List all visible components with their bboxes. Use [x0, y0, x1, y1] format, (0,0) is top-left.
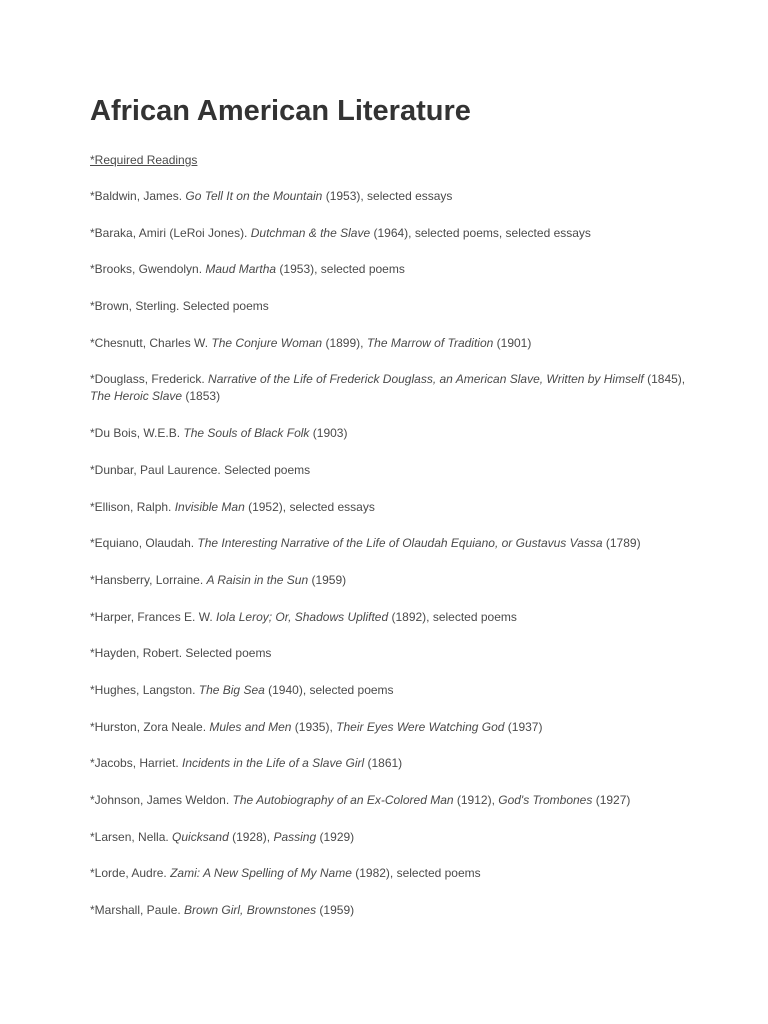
entry-text: (1789): [602, 536, 641, 551]
work-title: The Marrow of Tradition: [366, 335, 494, 350]
entry-text: *Ellison, Ralph.: [90, 499, 175, 514]
entry-text: (1929): [316, 829, 355, 844]
reading-list: [90, 188, 690, 919]
reading-list-item: [90, 535, 690, 552]
reading-list-item: [90, 188, 690, 205]
work-title: Maud Martha: [205, 262, 277, 277]
work-title: Mules and Men: [209, 719, 292, 734]
reading-list-item: [90, 462, 690, 479]
reading-list-item: [90, 865, 690, 882]
work-title: Go Tell It on the Mountain: [185, 189, 323, 203]
work-title: A Raisin in the Sun: [206, 572, 309, 587]
entry-text: *Baldwin, James.: [90, 189, 186, 203]
entry-text: *Dunbar, Paul Laurence. Selected poems: [90, 462, 311, 477]
entry-text: (1912),: [453, 793, 499, 807]
reading-list-item: [90, 682, 690, 699]
reading-list-item: [90, 829, 690, 846]
entry-text: (1953), selected poems: [276, 262, 405, 277]
work-title: Brown Girl, Brownstones: [184, 903, 317, 918]
reading-list-item: [90, 755, 690, 772]
entry-text: *Brown, Sterling. Selected poems: [90, 299, 269, 314]
entry-text: *Du Bois, W.E.B.: [90, 426, 184, 441]
entry-text: (1927): [592, 793, 631, 807]
work-title: The Souls of Black Folk: [183, 426, 310, 441]
entry-text: *Hansberry, Lorraine.: [90, 572, 207, 587]
reading-list-item: [90, 499, 690, 516]
required-readings-heading: *Required Readings: [90, 153, 198, 167]
work-title: God's Trombones: [498, 793, 593, 807]
reading-list-item: [90, 609, 690, 626]
entry-text: (1964), selected poems, selected essays: [370, 225, 591, 240]
reading-list-item: [90, 719, 690, 736]
entry-text: *Hughes, Langston.: [90, 682, 199, 697]
document-page: [90, 90, 690, 939]
work-title: Zami: A New Spelling of My Name: [170, 866, 352, 881]
work-title: Iola Leroy; Or, Shadows Uplifted: [216, 609, 389, 624]
reading-list-item: [90, 261, 690, 278]
work-title: Incidents in the Life of a Slave Girl: [182, 756, 365, 771]
reading-list-item: [90, 371, 690, 405]
reading-list-item: [90, 425, 690, 442]
entry-text: *Jacobs, Harriet.: [90, 756, 183, 771]
work-title: Their Eyes Were Watching God: [336, 719, 505, 734]
reading-list-item: [90, 298, 690, 315]
entry-text: *Chesnutt, Charles W.: [90, 335, 212, 350]
entry-text: *Baraka, Amiri (LeRoi Jones).: [90, 225, 251, 240]
work-title: The Big Sea: [198, 682, 265, 697]
entry-text: (1953), selected essays: [322, 189, 453, 203]
page-title: African American Literature: [90, 95, 471, 127]
reading-list-item: [90, 225, 690, 242]
entry-text: *Harper, Frances E. W.: [90, 609, 217, 624]
entry-text: (1845),: [643, 372, 686, 387]
work-title: Passing: [273, 829, 317, 844]
entry-text: (1937): [504, 719, 543, 734]
work-title: The Autobiography of an Ex-Colored Man: [232, 793, 454, 807]
entry-text: (1903): [309, 426, 348, 441]
reading-list-item: [90, 572, 690, 589]
reading-list-item: [90, 792, 690, 809]
entry-text: (1861): [364, 756, 403, 771]
reading-list-item: [90, 902, 690, 919]
entry-text: (1982), selected poems: [351, 866, 481, 881]
work-title: Dutchman & the Slave: [250, 225, 371, 240]
entry-text: (1928),: [228, 829, 274, 844]
entry-text: (1853): [182, 389, 221, 404]
entry-text: *Johnson, James Weldon.: [90, 793, 233, 807]
entry-text: *Larsen, Nella.: [90, 829, 173, 844]
entry-text: *Equiano, Olaudah.: [90, 536, 198, 551]
work-title: Narrative of the Life of Frederick Douglass, an American Slave, Written by Himself: [208, 372, 644, 387]
entry-text: (1940), selected poems: [264, 682, 394, 697]
work-title: The Heroic Slave: [90, 389, 183, 404]
entry-text: (1952), selected essays: [244, 499, 375, 514]
entry-text: (1959): [316, 903, 355, 918]
entry-text: *Hayden, Robert. Selected poems: [90, 646, 272, 661]
reading-list-item: [90, 335, 690, 352]
reading-list-item: [90, 645, 690, 662]
work-title: The Interesting Narrative of the Life of Olaudah Equiano, or Gustavus Vassa: [197, 536, 603, 551]
entry-text: (1959): [308, 572, 347, 587]
entry-text: (1935),: [291, 719, 337, 734]
entry-text: *Marshall, Paule.: [90, 903, 185, 918]
entry-text: *Douglass, Frederick.: [90, 372, 209, 387]
entry-text: *Hurston, Zora Neale.: [90, 719, 210, 734]
work-title: Quicksand: [172, 829, 229, 844]
entry-text: (1901): [493, 335, 532, 350]
entry-text: (1899),: [322, 335, 367, 350]
work-title: The Conjure Woman: [211, 335, 323, 350]
entry-text: (1892), selected poems: [388, 609, 517, 624]
entry-text: *Lorde, Audre.: [90, 866, 171, 881]
entry-text: *Brooks, Gwendolyn.: [90, 262, 206, 277]
work-title: Invisible Man: [174, 499, 245, 514]
